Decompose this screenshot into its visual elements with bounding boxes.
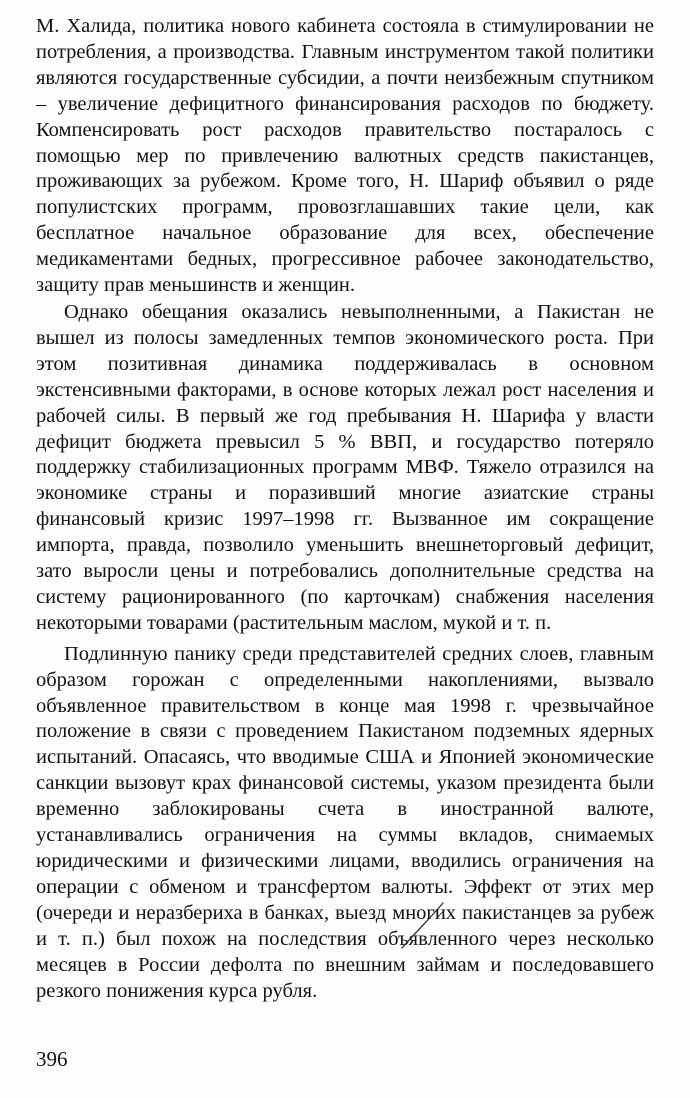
paragraph-3: Подлинную панику среди представителей средних слоев, главным образом горожан с определенными накоплениями, вызвало объявленное правительством в конце мая 1998 г. чрезвычайное положение в связи с проведением Пакистаном подземных ядерных испытаний. Опасаясь, что вводимые США и Японией экономические санкции вызовут крах финансовой системы, указом президента были временно заблокированы счета в иностранной валюте, устанавливались ограничения на суммы вкладов, снимаемых юридическими и физическими лицами, вводились ограничения на операции с обменом и трансфертом валюты. Эффект от этих мер (очереди и неразбериха в банках, выезд многих пакистанцев за рубеж и т. п.) был похож на последствия объявленного через несколько месяцев в России дефолта по внешним займам и последовавшего резкого понижения курса рубля. (36, 642, 654, 1002)
page-number: 396 (36, 1047, 68, 1071)
paragraph-2: Однако обещания оказались невыполненными, а Пакистан не вышел из полосы замедленных темпов экономического роста. При этом позитивная динамика поддерживалась в основном экстенсивными факторами, в основе которых лежал рост населения и рабочей силы. В первый же год пребывания Н. Шарифа у власти дефицит бюджета превысил 5 % ВВП, и государство потеряло поддержку стабилизационных программ МВФ. Тяжело отразился на экономике страны и поразивший многие азиатские страны финансовый кризис 1997–1998 гг. Вызванное им сокращение импорта, правда, позволило уменьшить внешнеторговый дефицит, зато выросли цены и потребовались дополнительные средства на систему рационированного (по карточкам) снабжения населения некоторыми товарами (растительным маслом, мукой и т. п. (36, 300, 654, 634)
paragraph-1: М. Халида, политика нового кабинета состояла в стимулировании не потребления, а производства. Главным инструментом такой политики являются государственные субсидии, а почти неизбежным спутником – увеличение дефицитного финансирования расходов по бюджету. Компенсировать рост расходов правительство постаралось с помощью мер по привлечению валютных средств пакистанцев, проживающих за рубежом. Кроме того, Н. Шариф объявил о ряде популистских программ, провозглашавших такие цели, как бесплатное начальное образование для всех, обеспечение медикаментами бедных, прогрессивное рабочее законодательство, защиту прав меньшинств и женщин. (36, 15, 654, 297)
text-body (36, 14, 654, 1004)
